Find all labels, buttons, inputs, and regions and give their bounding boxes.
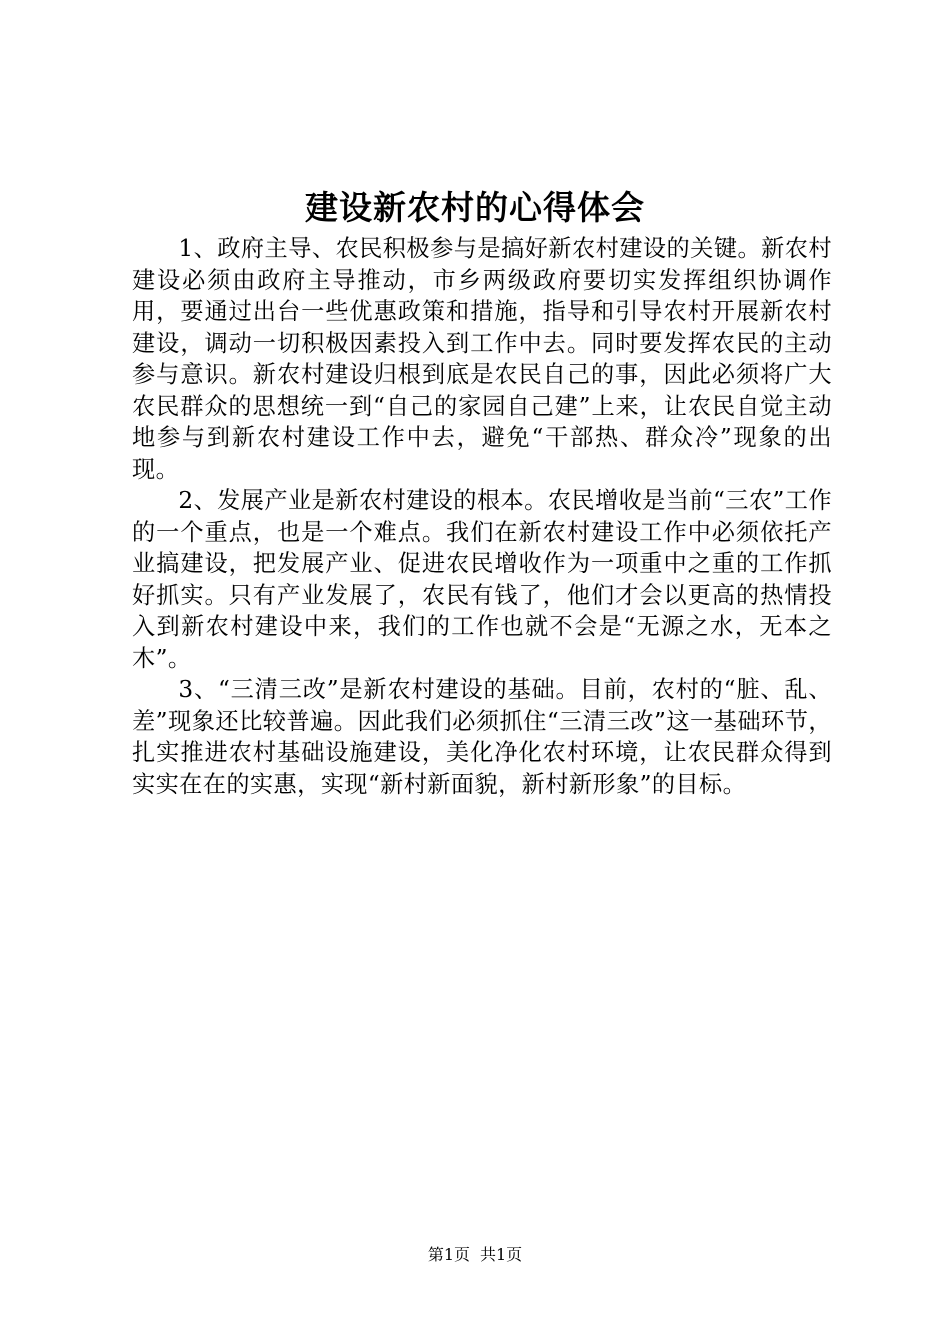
page-footer [0, 1244, 950, 1266]
page-number-current: 第1页 [427, 1245, 470, 1264]
document-title: 建设新农村的心得体会 [305, 188, 645, 227]
paragraph-3: 3、“三清三改”是新农村建设的基础。目前，农村的“脏、乱、差”现象还比较普遍。因此我们必须抓住“三清三改”这一基础环节，扎实推进农村基础设施建设，美化净化农村环境，让农民群众得到实实在在的实惠，实现“新村新面貌，新村新形象”的目标。 [132, 676, 832, 798]
paragraph-2: 2、发展产业是新农村建设的根本。农民增收是当前“三农”工作的一个重点，也是一个难点。我们在新农村建设工作中必须依托产业搞建设，把发展产业、促进农民增收作为一项重中之重的工作抓好抓实。只有产业发展了，农民有钱了，他们才会以更高的热情投入到新农村建设中来，我们的工作也就不会是“无源之水，无本之木”。 [132, 487, 832, 672]
paragraph-1: 1、政府主导、农民积极参与是搞好新农村建设的关键。新农村建设必须由政府主导推动，市乡两级政府要切实发挥组织协调作用，要通过出台一些优惠政策和措施，指导和引导农村开展新农村建设，调动一切积极因素投入到工作中去。同时要发挥农民的主动参与意识。新农村建设归根到底是农民自己的事，因此必须将广大农民群众的思想统一到“自己的家园自己建”上来，让农民自觉主动地参与到新农村建设工作中去，避免“干部热、群众冷”现象的出现。 [132, 235, 832, 483]
page-number-total: 共1页 [480, 1245, 523, 1264]
document-body [132, 233, 832, 800]
